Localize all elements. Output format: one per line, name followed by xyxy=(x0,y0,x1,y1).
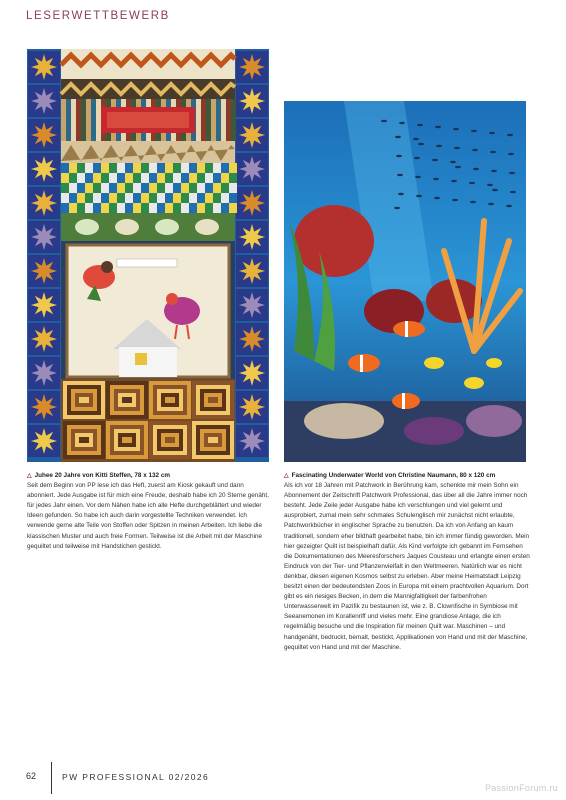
triangle-icon: △ xyxy=(284,473,289,479)
quilt-underwater-illustration xyxy=(284,101,526,462)
caption-title-text: Fascinating Underwater World von Christine Naumann, 80 x 120 cm xyxy=(291,472,496,479)
page-number: 62 xyxy=(26,771,37,781)
quilt-juhee-illustration xyxy=(27,49,269,462)
quilt-photo-juhee xyxy=(27,49,269,462)
section-title: LESERWETTBEWERB xyxy=(26,10,170,22)
caption-title xyxy=(284,471,530,481)
triangle-icon: △ xyxy=(27,473,32,479)
watermark: PassionForum.ru xyxy=(484,783,558,793)
quilt-photo-underwater xyxy=(284,101,526,462)
footer-divider xyxy=(51,762,52,794)
caption-juhee xyxy=(27,471,273,552)
caption-title xyxy=(27,471,273,481)
caption-underwater xyxy=(284,471,530,653)
caption-body: Als ich vor 18 Jahren mit Patchwork in Berührung kam, schenkte mir mein Sohn ein Abonnement der Zeitschrift Patchwork Professional, das über all die Jahre immer noch besteht. Jede Zeile jeder Ausgabe habe ich verschlungen und viel gelernt und ausprobiert, zumal mein sehr schmales Schulenglisch mir zunächst nicht erlaubte, Patchworkbücher in englischer Sprache zu benutzen. Da ich von Anfang an kaum traditionell, sondern eher bildhaft gearbeitet habe, bin ich immer fündig geworden. Mein hier gezeigter Quilt ist beispielhaft dafür. Als Kind verfolgte ich gebannt im Fernsehen die Dokumentationen des Meeresforschers Jaques Cousteau und erlangte einen ersten Eindruck von der Tier- und Pflanzenvielfalt in den Weltmeeren. Natürlich war es nicht denkbar, diesen eigenen Kosmos selbst zu erleben. Aber meine Heimatstadt Leipzig besitzt einen der bedeutendsten Zoos in Europa mit einem prachtvollen Aquarium. Dort gibt es ein riesiges Becken, in dem die Mannigfaltigkeit der farbenfrohen Unterwasserwelt im Pazifik zu bestaunen ist, wie z. B. Clownfische in Symbiose mit Seeanemonen im Korallenriff und vieles mehr. Eine grandiose Anlage, die ich regelmäßig besuche und die Inspiration für meinen Quilt war. Maschinen – und handgenäht, bedruckt, bemalt, bestickt, Applikationen von Hand und mit der Maschine, gequiltet von Hand und mit der Maschine. xyxy=(284,482,530,651)
caption-title-text: Juhee 20 Jahre von Kitti Steffen, 78 x 132 cm xyxy=(34,472,171,479)
caption-body: Seit dem Beginn von PP lese ich das Heft, zuerst am Kiosk gekauft und dann abonniert. Jede Ausgabe ist für mich eine Freude, deshalb habe ich 20 Sterne genäht, für jedes Jahr einen. Vor dem Nähen habe ich alle Hefte durchgeblättert und wieder Ideen gefunden. So habe ich auch darin vorgestellte Techniken verwendet. Ich verwende gerne alte Teile von Stoffen oder Spitzen in meinen Arbeiten. Ich liebe die klassischen Muster und auch freie Formen. Teilweise ist die Arbeit mit der Maschine gequiltet und teilweise mit Handstichen gestickt. xyxy=(27,482,269,550)
magazine-name: PW PROFESSIONAL 02/2026 xyxy=(62,772,210,782)
